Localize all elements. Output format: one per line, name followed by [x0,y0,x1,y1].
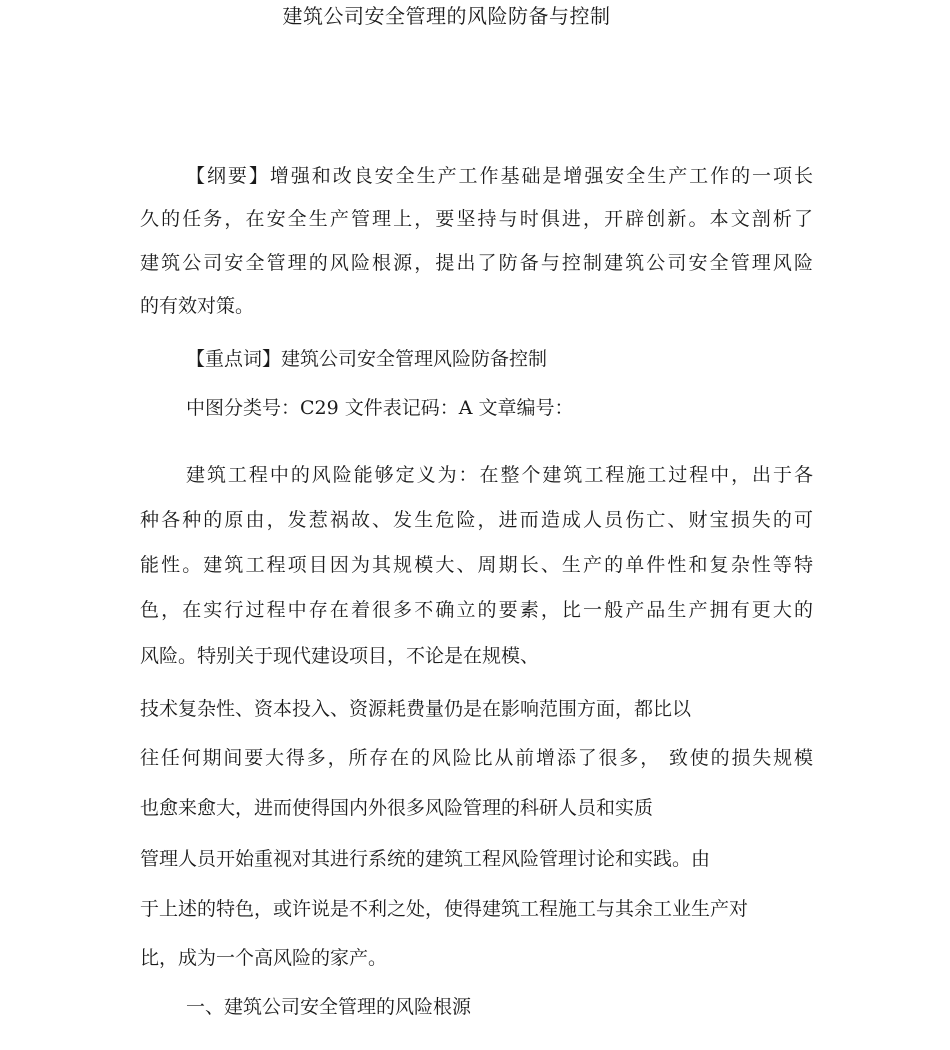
body-line: 技术复杂性、资本投入、资源耗费量仍是在影响范围方面，都比以 [140,698,692,720]
section-heading: 一、建筑公司安全管理的风险根源 [186,996,472,1018]
body-line: 建筑工程中的风险能够定义为：在整个建筑工程施工过程中，出于各 [186,464,813,486]
body-line: 色，在实行过程中存在着很多不确立的要素，比一般产品生产拥有更大的 [140,599,813,621]
abstract-line: 建筑公司安全管理的风险根源，提出了防备与控制建筑公司安全管理风险 [140,252,813,274]
body-line: 管理人员开始重视对其进行系统的建筑工程风险管理讨论和实践。由 [140,848,711,870]
body-line: 风险。特别关于现代建设项目，不论是在规模、 [140,645,540,667]
body-line: 往任何期间要大得多，所存在的风险比从前增添了很多， 致使的损失规模 [140,747,813,769]
keywords-line: 【重点词】建筑公司安全管理风险防备控制 [186,348,548,370]
body-line: 比，成为一个高风险的家产。 [140,947,388,969]
abstract-line: 久的任务，在安全生产管理上，要坚持与时俱进，开辟创新。本文剖析了 [140,208,813,230]
document-title: 建筑公司安全管理的风险防备与控制 [282,4,611,28]
body-line: 种各种的原由，发惹祸故、发生危险，进而造成人员伤亡、财宝损失的可 [140,509,813,531]
abstract-line: 【纲要】增强和改良安全生产工作基础是增强安全生产工作的一项长 [186,165,813,187]
body-line: 能性。建筑工程项目因为其规模大、周期长、生产的单件性和复杂性等特 [140,554,813,576]
classification-line: 中图分类号：C29 文件表记码：A 文章编号： [186,397,574,419]
body-line: 也愈来愈大，进而使得国内外很多风险管理的科研人员和实质 [140,797,654,819]
abstract-line: 的有效对策。 [140,295,255,317]
body-line: 于上述的特色，或许说是不利之处，使得建筑工程施工与其余工业生产对 [140,898,749,920]
